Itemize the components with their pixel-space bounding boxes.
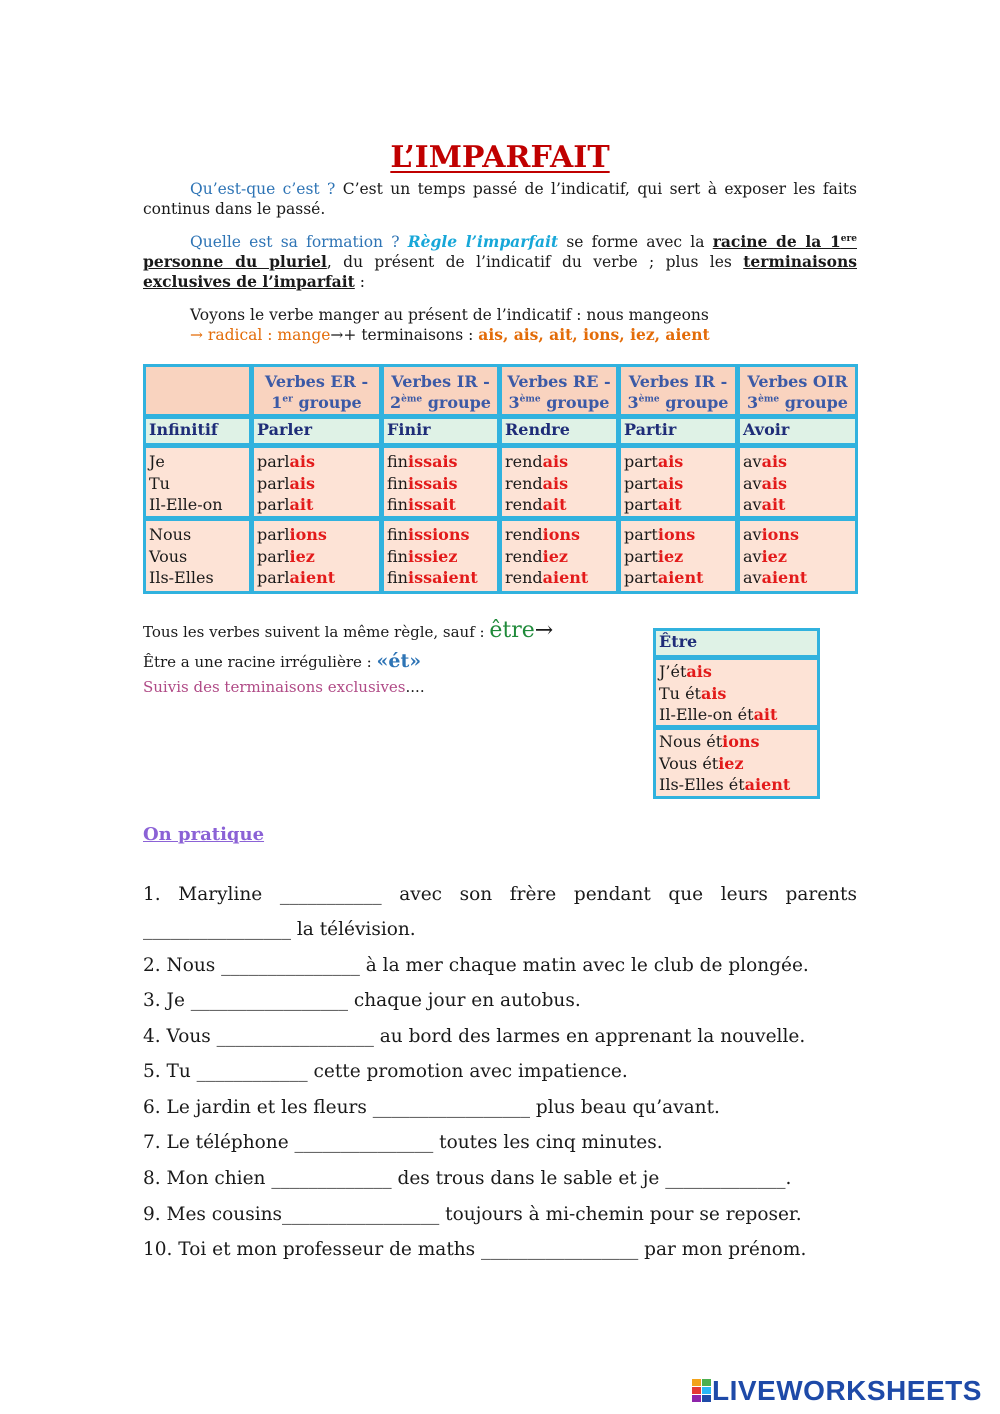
header-verbes-re: Verbes RE - 3ème groupe [499, 364, 619, 417]
conj-partir-singular: partais partais partait [618, 445, 738, 519]
header-verbes-ir-3: Verbes IR - 3ème groupe [618, 364, 738, 417]
infinitive-parler: Parler [251, 416, 382, 446]
infinitive-partir: Partir [618, 416, 738, 446]
infinitive-finir: Finir [381, 416, 500, 446]
pronouns-plural: Nous Vous Ils-Elles [143, 518, 252, 594]
infinitive-avoir: Avoir [737, 416, 858, 446]
exercise-1-cont[interactable]: ________________ la télévision. [143, 919, 416, 940]
header-verbes-er: Verbes ER - 1er groupe [251, 364, 382, 417]
example-block [190, 305, 710, 345]
conj-rendre-plural: rendions rendiez rendaient [499, 518, 619, 594]
etre-root: «ét» [376, 650, 422, 672]
formation-paragraph [143, 232, 857, 292]
exercise-8[interactable]: 8. Mon chien _____________ des trous dans le sable et je _____________. [143, 1168, 792, 1189]
exercise-1[interactable]: 1. Maryline ___________ avec son frère pendant que leurs parents [143, 884, 857, 905]
page-title: L’IMPARFAIT [390, 140, 610, 175]
terminaisons-phrase: terminaisons exclusives de l’imparfait [143, 252, 857, 291]
exception-line-3: Suivis des terminaisons exclusives.... [143, 678, 425, 696]
exercise-6[interactable]: 6. Le jardin et les fleurs _________________ plus beau qu’avant. [143, 1097, 720, 1118]
question-what: Qu’est-que c’est ? [190, 180, 336, 198]
exercise-7[interactable]: 7. Le téléphone _______________ toutes les cinq minutes. [143, 1132, 663, 1153]
header-verbes-oir: Verbes OIR 3ème groupe [737, 364, 858, 417]
liveworksheets-logo[interactable] [692, 1375, 982, 1407]
conj-parler-singular: parlais parlais parlait [251, 445, 382, 519]
conj-avoir-plural: avions aviez avaient [737, 518, 858, 594]
racine-phrase: racine de la 1ere personne du pluriel [143, 232, 857, 271]
liveworksheets-logo-icon [692, 1379, 712, 1403]
etre-singular: J’étais Tu étais Il-Elle-on était [653, 657, 820, 728]
conj-rendre-singular: rendais rendais rendait [499, 445, 619, 519]
example-line-1: Voyons le verbe manger au présent de l’indicatif : nous mangeons [190, 306, 709, 324]
conj-finir-plural: finissions finissiez finissaient [381, 518, 500, 594]
exercise-3[interactable]: 3. Je _________________ chaque jour en autobus. [143, 990, 581, 1011]
exercise-2[interactable]: 2. Nous _______________ à la mer chaque matin avec le club de plongée. [143, 955, 809, 976]
pronouns-singular: Je Tu Il-Elle-on [143, 445, 252, 519]
definition-text: C’est un temps passé de l’indicatif, qui sert à exposer les faits continus dans le passé. [143, 180, 857, 218]
formation-text-a: se forme avec la [558, 233, 713, 251]
practice-title: On pratique [143, 824, 265, 845]
formation-colon: : [354, 273, 365, 291]
exercise-10[interactable]: 10. Toi et mon professeur de maths _________________ par mon prénom. [143, 1239, 807, 1260]
conjugation-table [143, 364, 858, 594]
table-corner-cell [143, 364, 252, 417]
conj-avoir-singular: avais avais avait [737, 445, 858, 519]
etre-table [653, 628, 820, 799]
exception-line-1: Tous les verbes suivent la même règle, sauf : être→ [143, 618, 554, 643]
exercise-4[interactable]: 4. Vous _________________ au bord des larmes en apprenant la nouvelle. [143, 1026, 806, 1047]
conj-parler-plural: parlions parliez parlaient [251, 518, 382, 594]
rule-label: Règle l’imparfait [407, 232, 559, 251]
infinitif-label: Infinitif [143, 416, 252, 446]
exercise-9[interactable]: 9. Mes cousins_________________ toujours à mi-chemin pour se reposer. [143, 1204, 802, 1225]
etre-word: être [489, 618, 535, 643]
header-verbes-ir-2: Verbes IR - 2ème groupe [381, 364, 500, 417]
exercise-5[interactable]: 5. Tu ____________ cette promotion avec impatience. [143, 1061, 628, 1082]
definition-paragraph [143, 179, 857, 219]
question-formation: Quelle est sa formation ? [190, 233, 400, 251]
etre-header: Être [653, 628, 820, 658]
conj-finir-singular: finissais finissais finissait [381, 445, 500, 519]
formation-text-b: , du présent de l’indicatif du verbe ; plus les [326, 253, 744, 271]
example-line-2: → radical : mange→+ terminaisons : ais, ais, ait, ions, iez, aient [190, 325, 710, 344]
exception-line-2: Être a une racine irrégulière : «ét» [143, 650, 422, 672]
etre-plural: Nous étions Vous étiez Ils-Elles étaient [653, 727, 820, 799]
infinitive-rendre: Rendre [499, 416, 619, 446]
liveworksheets-logo-text: LIVEWORKSHEETS [712, 1375, 982, 1406]
conj-partir-plural: partions partiez partaient [618, 518, 738, 594]
